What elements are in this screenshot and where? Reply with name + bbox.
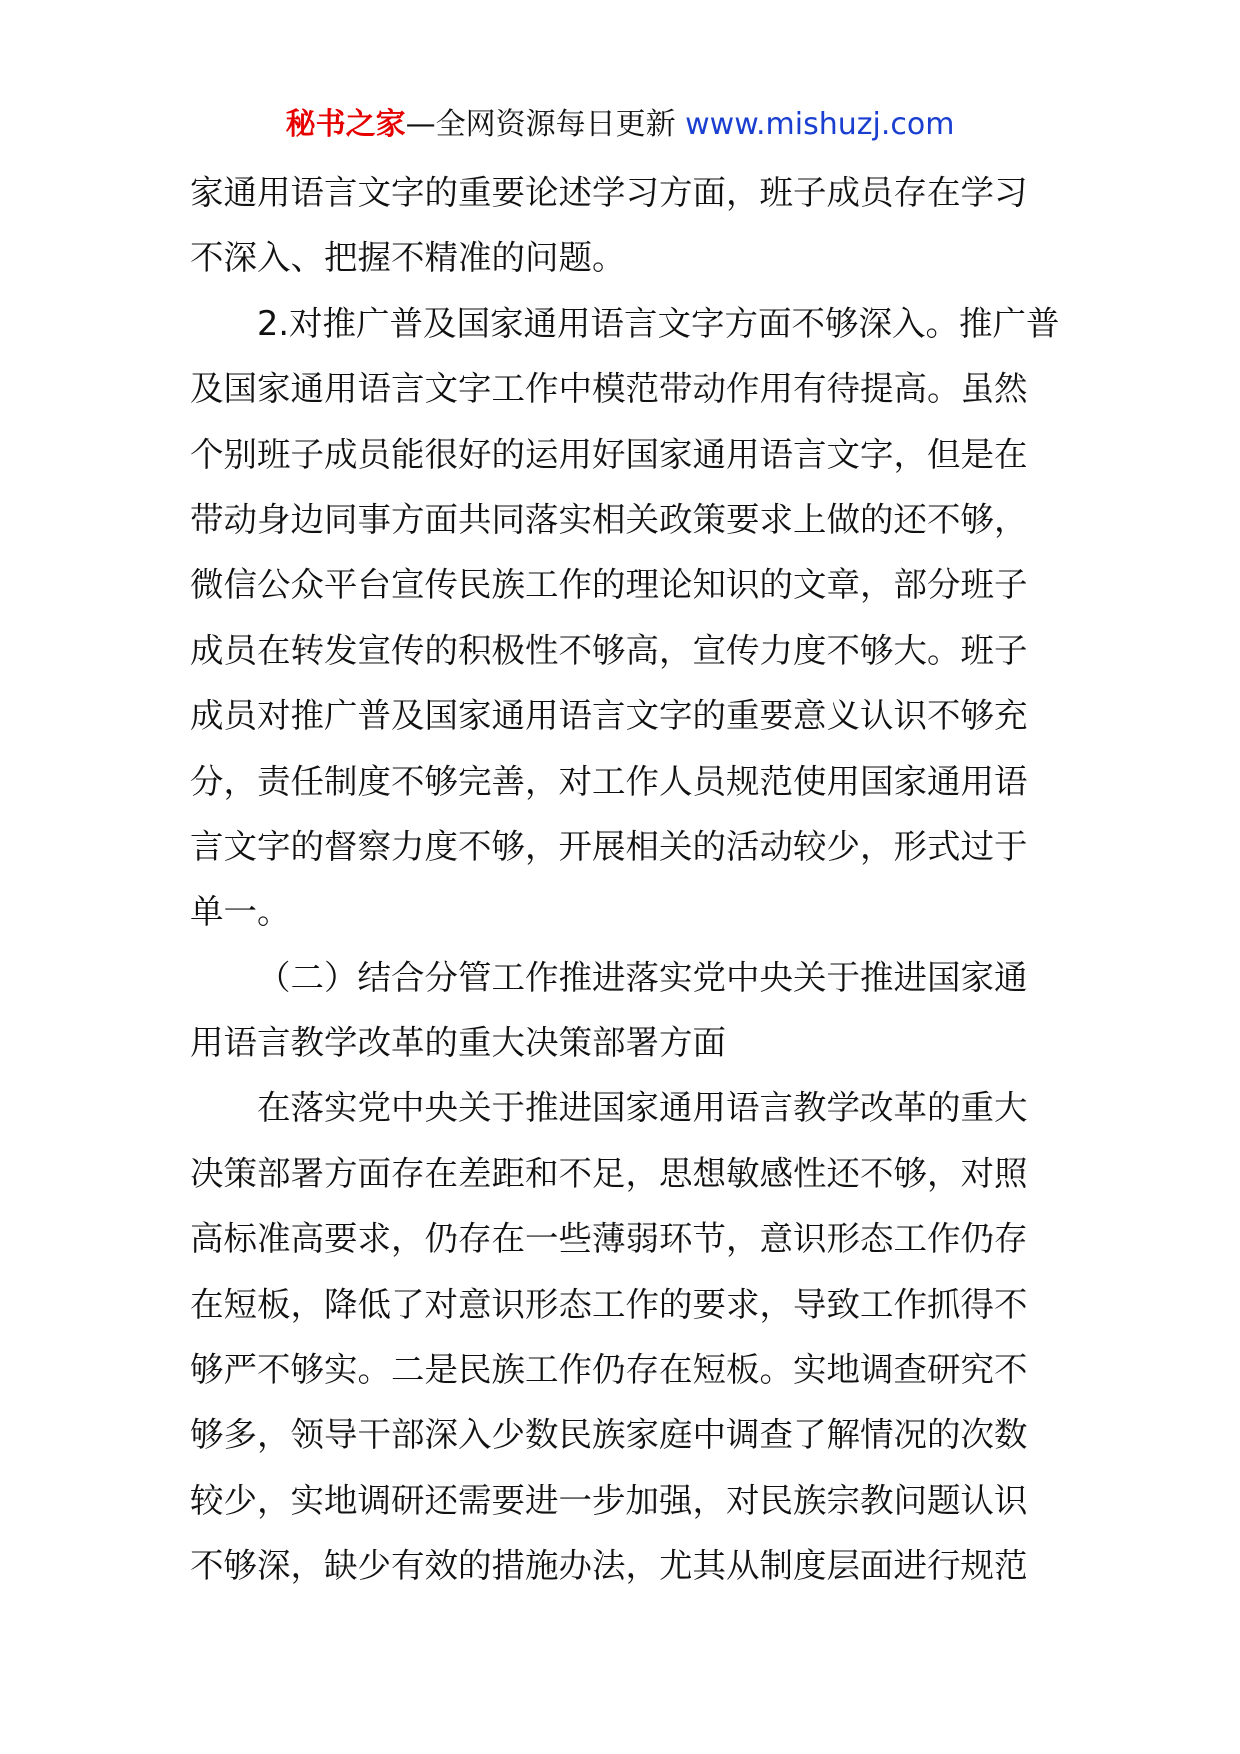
site-header (0, 103, 1240, 147)
text-line: 成员在转发宣传的积极性不够高，宣传力度不够大。班子 (190, 630, 1028, 670)
section-heading-continued: 用语言教学改革的重大决策部署方面 (190, 1023, 726, 1063)
text-line: 带动身边同事方面共同落实相关政策要求上做的还不够， (190, 499, 1028, 539)
text-line: 分，责任制度不够完善，对工作人员规范使用国家通用语 (190, 761, 1028, 801)
section-heading: （二）结合分管工作推进落实党中央关于推进国家通 (257, 957, 1028, 997)
text-line: 高标准高要求，仍存在一些薄弱环节，意识形态工作仍存 (190, 1219, 1028, 1259)
text-line: 决策部署方面存在差距和不足，思想敏感性还不够，对照 (190, 1153, 1028, 1193)
site-tagline: —全网资源每日更新 (405, 107, 686, 142)
text-line: 及国家通用语言文字工作中模范带动作用有待提高。虽然 (190, 369, 1028, 409)
site-url-link[interactable]: www.mishuzj.com (685, 107, 955, 142)
text-line: 较少，实地调研还需要进一步加强，对民族宗教问题认识 (190, 1480, 1028, 1520)
text-line: 不深入、把握不精准的问题。 (190, 238, 626, 278)
text-line: 成员对推广普及国家通用语言文字的重要意义认识不够充 (190, 696, 1028, 736)
document-body (190, 160, 1060, 1599)
text-line: 够多，领导干部深入少数民族家庭中调查了解情况的次数 (190, 1415, 1028, 1455)
site-brand: 秘书之家 (285, 107, 406, 142)
text-line: 不够深，缺少有效的措施办法，尤其从制度层面进行规范 (190, 1546, 1028, 1586)
paragraph-heading-2: 2.对推广普及国家通用语言文字方面不够深入。推广普 (257, 303, 1060, 343)
text-line: 微信公众平台宣传民族工作的理论知识的文章，部分班子 (190, 565, 1028, 605)
text-line: 够严不够实。二是民族工作仍存在短板。实地调查研究不 (190, 1350, 1028, 1390)
paragraph-start: 在落实党中央关于推进国家通用语言教学改革的重大 (257, 1088, 1028, 1128)
text-line: 家通用语言文字的重要论述学习方面，班子成员存在学习 (190, 173, 1028, 212)
text-line: 言文字的督察力度不够，开展相关的活动较少，形式过于 (190, 826, 1028, 866)
text-line: 在短板，降低了对意识形态工作的要求，导致工作抓得不 (190, 1284, 1028, 1324)
text-line: 单一。 (190, 892, 291, 932)
text-line: 个别班子成员能很好的运用好国家通用语言文字，但是在 (190, 434, 1028, 474)
